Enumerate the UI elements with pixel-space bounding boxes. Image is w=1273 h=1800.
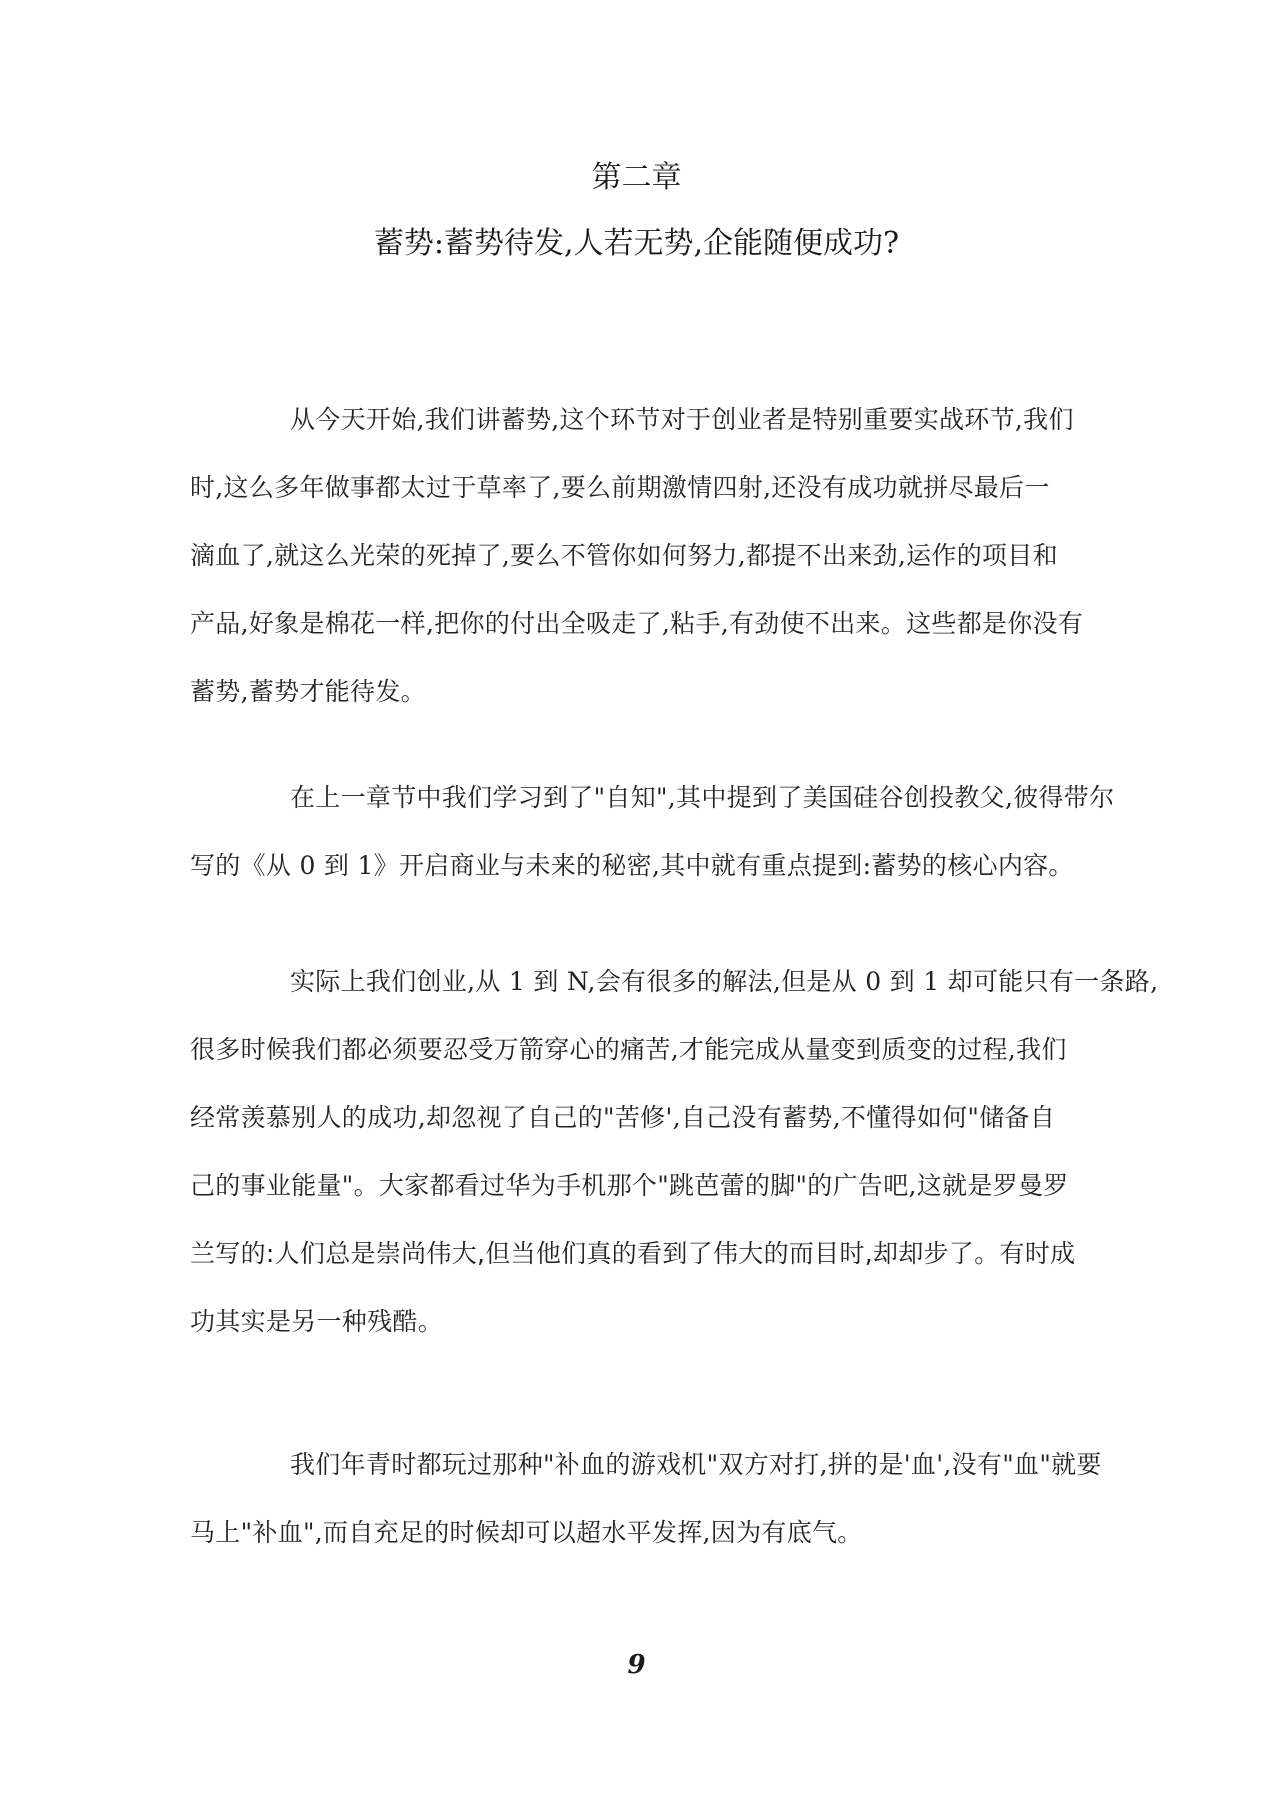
- paragraph-line: 己的事业能量"。大家都看过华为手机那个"跳芭蕾的脚"的广告吧,这就是罗曼罗: [190, 1171, 1069, 1200]
- paragraph-line: 产品,好象是棉花一样,把你的付出全吸走了,粘手,有劲使不出来。这些都是你没有: [190, 609, 1084, 638]
- paragraph-line: 时,这么多年做事都太过于草率了,要么前期激情四射,还没有成功就拼尽最后一: [190, 473, 1050, 502]
- paragraph-line: 蓄势,蓄势才能待发。: [190, 677, 426, 706]
- paragraph-4: [190, 1431, 1102, 1567]
- chapter-heading: 第二章: [591, 160, 682, 195]
- page-number: 9: [627, 1650, 646, 1680]
- paragraph-1: [190, 386, 1084, 726]
- paragraph-line: 马上"补血",而自充足的时候却可以超水平发挥,因为有底气。: [190, 1518, 863, 1547]
- paragraph-line: 在上一章节中我们学习到了"自知",其中提到了美国硅谷创投教父,彼得带尔: [290, 783, 1115, 812]
- paragraph-line: 功其实是另一种残酷。: [190, 1307, 444, 1336]
- paragraph-line: 经常羡慕别人的成功,却忽视了自己的"苦修',自己没有蓄势,不懂得如何"储备自: [190, 1103, 1056, 1132]
- paragraph-line: 从今天开始,我们讲蓄势,这个环节对于创业者是特别重要实战环节,我们: [290, 405, 1074, 434]
- paragraph-line: 实际上我们创业,从 1 到 N,会有很多的解法,但是从 0 到 1 却可能只有一条路,: [290, 967, 1159, 996]
- chapter-subtitle: 蓄势:蓄势待发,人若无势,企能随便成功?: [373, 226, 900, 261]
- paragraph-line: 滴血了,就这么光荣的死掉了,要么不管你如何努力,都提不出来劲,运作的项目和: [190, 541, 1058, 570]
- paragraph-line: 兰写的:人们总是崇尚伟大,但当他们真的看到了伟大的而目时,却却步了。有时成: [190, 1239, 1076, 1268]
- paragraph-3: [190, 948, 1159, 1356]
- paragraph-line: 写的《从 0 到 1》开启商业与未来的秘密,其中就有重点提到:蓄势的核心内容。: [190, 851, 1074, 880]
- paragraph-line: 很多时候我们都必须要忍受万箭穿心的痛苦,才能完成从量变到质变的过程,我们: [190, 1035, 1067, 1064]
- paragraph-line: 我们年青时都玩过那种"补血的游戏机"双方对打,拼的是'血',没有"血"就要: [290, 1450, 1102, 1479]
- paragraph-2: [190, 764, 1115, 900]
